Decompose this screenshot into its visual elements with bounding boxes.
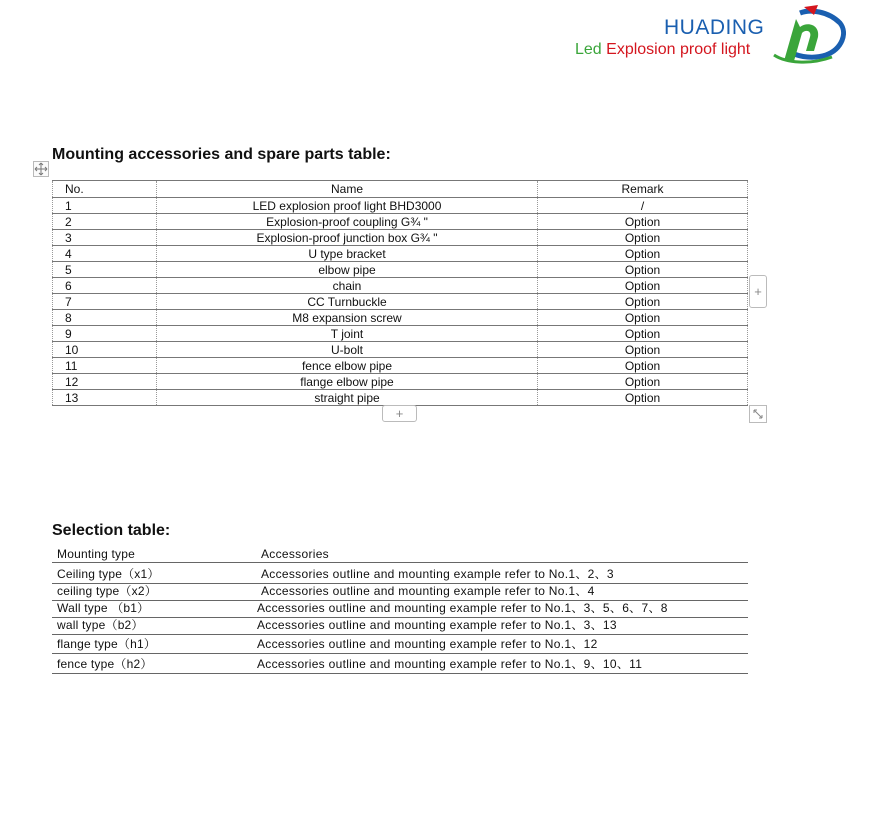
table-row xyxy=(53,214,748,230)
cell-no: 5 xyxy=(53,262,157,278)
cell-mounting-type: ceiling type（x2） xyxy=(57,584,157,598)
cell-no: 12 xyxy=(53,374,157,390)
table-resize-handle-icon[interactable] xyxy=(749,405,767,423)
brand-subtitle-rest: Explosion proof light xyxy=(606,41,751,58)
table-move-handle-icon[interactable] xyxy=(33,161,49,177)
cell-name: M8 expansion screw xyxy=(157,310,538,326)
table-row xyxy=(53,374,748,390)
column-header-accessories: Accessories xyxy=(261,547,329,561)
selection-row xyxy=(52,618,748,635)
cell-accessories: Accessories outline and mounting example refer to No.1、12 xyxy=(257,637,598,651)
cell-mounting-type: fence type（h2） xyxy=(57,657,153,671)
cell-name: U type bracket xyxy=(157,246,538,262)
column-header-remark: Remark xyxy=(538,181,748,198)
cell-name: LED explosion proof light BHD3000 xyxy=(157,198,538,214)
table-row xyxy=(53,230,748,246)
cell-no: 6 xyxy=(53,278,157,294)
brand-header xyxy=(0,0,891,70)
table-row xyxy=(53,310,748,326)
cell-name: CC Turnbuckle xyxy=(157,294,538,310)
cell-name: Explosion-proof coupling G¾ " xyxy=(157,214,538,230)
cell-mounting-type: wall type（b2） xyxy=(57,618,144,632)
cell-remark: / xyxy=(538,198,748,214)
cell-remark: Option xyxy=(538,230,748,246)
cell-name: fence elbow pipe xyxy=(157,358,538,374)
cell-remark: Option xyxy=(538,262,748,278)
parts-table xyxy=(52,180,748,406)
selection-table-heading: Selection table: xyxy=(52,522,171,539)
brand-subtitle-led: Led xyxy=(575,41,602,58)
cell-no: 7 xyxy=(53,294,157,310)
cell-no: 4 xyxy=(53,246,157,262)
cell-name: elbow pipe xyxy=(157,262,538,278)
column-header-name: Name xyxy=(157,181,538,198)
cell-no: 9 xyxy=(53,326,157,342)
cell-no: 11 xyxy=(53,358,157,374)
cell-accessories: Accessories outline and mounting example refer to No.1、9、10、11 xyxy=(257,657,643,671)
column-header-mounting-type: Mounting type xyxy=(57,547,135,561)
cell-name: chain xyxy=(157,278,538,294)
cell-remark: Option xyxy=(538,390,748,406)
table-header-row xyxy=(53,181,748,198)
add-row-button[interactable]: + xyxy=(382,405,417,422)
cell-no: 10 xyxy=(53,342,157,358)
cell-no: 1 xyxy=(53,198,157,214)
table-row xyxy=(53,294,748,310)
selection-header-row xyxy=(52,546,748,563)
table-row xyxy=(53,390,748,406)
selection-row xyxy=(52,637,748,654)
table-row xyxy=(53,262,748,278)
cell-accessories: Accessories outline and mounting example refer to No.1、4 xyxy=(261,584,595,598)
cell-remark: Option xyxy=(538,326,748,342)
cell-no: 13 xyxy=(53,390,157,406)
cell-remark: Option xyxy=(538,374,748,390)
brand-subtitle xyxy=(575,41,750,59)
column-header-no: No. xyxy=(53,181,157,198)
cell-name: U-bolt xyxy=(157,342,538,358)
cell-no: 2 xyxy=(53,214,157,230)
table-row xyxy=(53,198,748,214)
parts-table-heading: Mounting accessories and spare parts table: xyxy=(52,146,391,163)
cell-mounting-type: Ceiling type（x1） xyxy=(57,567,160,581)
cell-mounting-type: Wall type （b1） xyxy=(57,601,150,615)
cell-name: straight pipe xyxy=(157,390,538,406)
cell-accessories: Accessories outline and mounting example refer to No.1、2、3 xyxy=(261,567,614,581)
table-row xyxy=(53,358,748,374)
cell-no: 3 xyxy=(53,230,157,246)
cell-remark: Option xyxy=(538,358,748,374)
cell-name: Explosion-proof junction box G¾ " xyxy=(157,230,538,246)
cell-name: T joint xyxy=(157,326,538,342)
cell-remark: Option xyxy=(538,294,748,310)
table-row xyxy=(53,278,748,294)
add-column-button[interactable]: + xyxy=(749,275,767,308)
table-row xyxy=(53,342,748,358)
table-row xyxy=(53,326,748,342)
brand-name: HUADING xyxy=(664,16,765,39)
selection-row xyxy=(52,657,748,674)
cell-remark: Option xyxy=(538,214,748,230)
cell-name: flange elbow pipe xyxy=(157,374,538,390)
table-row xyxy=(53,246,748,262)
cell-remark: Option xyxy=(538,278,748,294)
cell-remark: Option xyxy=(538,310,748,326)
cell-mounting-type: flange type（h1） xyxy=(57,637,157,651)
cell-accessories: Accessories outline and mounting example refer to No.1、3、5、6、7、8 xyxy=(257,601,668,615)
cell-remark: Option xyxy=(538,342,748,358)
huading-logo-icon xyxy=(770,5,846,65)
cell-accessories: Accessories outline and mounting example refer to No.1、3、13 xyxy=(257,618,617,632)
cell-remark: Option xyxy=(538,246,748,262)
cell-no: 8 xyxy=(53,310,157,326)
